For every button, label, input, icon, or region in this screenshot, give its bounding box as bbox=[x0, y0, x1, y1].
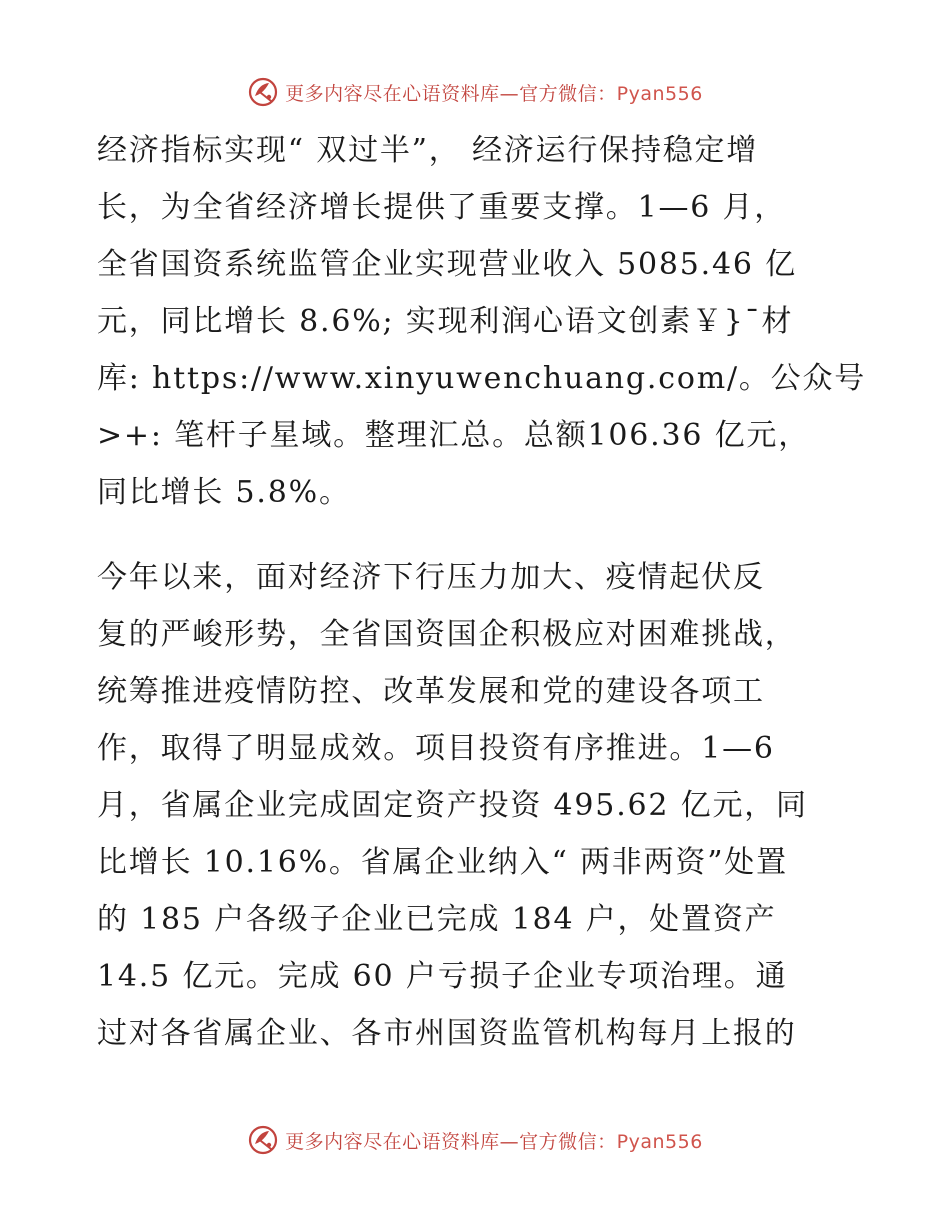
brand-logo-icon bbox=[247, 76, 279, 108]
text-line: 长，为全省经济增长提供了重要支撑。1—6 月， bbox=[97, 190, 787, 225]
text-line: 今年以来，面对经济下行压力加大、疫情起伏反 bbox=[97, 560, 765, 595]
footer-banner bbox=[0, 1120, 950, 1160]
wechat-id: Pyan556 bbox=[616, 82, 703, 105]
banner-title: 更多内容尽在心语资料库—官方微信： bbox=[285, 82, 617, 105]
text-line: >+: 笔杆子星域。整理汇总。总额106.36 亿元， bbox=[97, 418, 811, 453]
header-banner bbox=[0, 72, 950, 112]
text-line: 比增长 10.16%。省属企业纳入“ 两非两资”处置 bbox=[97, 845, 788, 880]
text-line: 元，同比增长 8.6%; 实现利润心语文创素￥}¯材 bbox=[97, 304, 794, 339]
text-line: 月，省属企业完成固定资产投资 495.62 亿元，同 bbox=[97, 788, 808, 823]
banner-title: 更多内容尽在心语资料库—官方微信： bbox=[285, 1130, 617, 1153]
text-line: 复的严峻形势，全省国资国企积极应对困难挑战， bbox=[97, 617, 797, 652]
wechat-id: Pyan556 bbox=[616, 1130, 703, 1153]
text-line: 同比增长 5.8%。 bbox=[97, 475, 351, 510]
paragraph bbox=[97, 549, 857, 1062]
text-line: 过对各省属企业、各市州国资监管机构每月上报的 bbox=[97, 1016, 797, 1051]
text-line: 作，取得了明显成效。项目投资有序推进。1—6 bbox=[97, 731, 775, 766]
text-line: 全省国资系统监管企业实现营业收入 5085.46 亿 bbox=[97, 247, 797, 282]
text-line: 的 185 户各级子企业已完成 184 户，处置资产 bbox=[97, 902, 777, 937]
text-line: 14.5 亿元。完成 60 户亏损子企业专项治理。通 bbox=[97, 959, 788, 994]
paragraph-spacer bbox=[97, 521, 857, 549]
text-line: 统筹推进疫情防控、改革发展和党的建设各项工 bbox=[97, 674, 765, 709]
text-line: 经济指标实现“ 双过半”， 经济运行保持稳定增 bbox=[97, 133, 759, 168]
document-body bbox=[97, 122, 867, 1062]
brand-logo-icon bbox=[247, 1124, 279, 1156]
paragraph bbox=[97, 122, 867, 521]
text-line: 库: https://www.xinyuwenchuang.com/。公众号 bbox=[97, 361, 867, 396]
